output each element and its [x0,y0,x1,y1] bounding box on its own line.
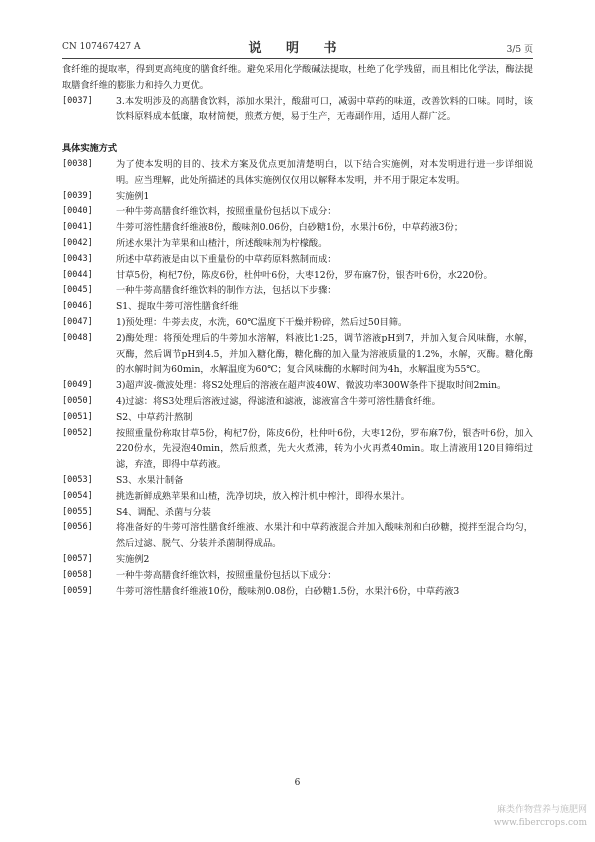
paragraph-number: [0054] [62,490,93,501]
paragraph [62,283,533,299]
paragraph-text: S2、中草药汁熬制 [116,411,193,423]
paragraph-number: [0056] [62,522,93,533]
paragraph-list [62,157,533,599]
paragraph-text: 1)预处理：牛蒡去皮，水洗，60℃温度下干燥并粉碎，然后过50目筛。 [116,316,408,328]
watermark-line-2: www.fibercrops.com [493,818,587,828]
paragraph-number: [0047] [62,316,93,327]
paragraph-text: 一种牛蒡高膳食纤维饮料的制作方法，包括以下步骤： [116,285,337,297]
paragraph [62,94,533,126]
paragraph-text: S1、提取牛蒡可溶性膳食纤维 [116,301,239,313]
paragraph [62,378,533,394]
paragraph-number: [0058] [62,569,93,580]
paragraph [62,520,533,552]
page-indicator: 3/5 页 [506,45,533,55]
header-divider [62,58,533,59]
paragraph [62,489,533,505]
paragraph [62,552,533,568]
paragraph [62,410,533,426]
lead-paragraph: 食纤维的提取率，得到更高纯度的膳食纤维。避免采用化学酸碱法提取，杜绝了化学残留，而且相比化学法，酶法提取膳食纤维的膨胀力和持久力更优。 [62,64,533,91]
watermark [494,804,587,830]
paragraph-text: 牛蒡可溶性膳食纤维液10份，酸味剂0.08份，白砂糖1.5份，水果汁6份，中草药液3 [116,585,460,597]
paragraph-text: 实施例1 [116,190,150,202]
paragraph [62,268,533,284]
paragraph-number: [0049] [62,380,93,391]
paragraph-text: 2)酶处理：将预处理后的牛蒡加水溶解，料液比1:25，调节溶液pH到7，并加入复合风味酶，水解，灭酶，然后调节pH到4.5，并加入糖化酶，糖化酶的加入量为溶液质量的1.2%，水解，灭酶。糖化酶的水解时间为60min，水解温度为60℃；复合风味酶的水解时间为4h，水解温度为55℃。 [116,332,533,376]
paragraph-text: 挑选新鲜成熟苹果和山楂，洗净切块，放入榨汁机中榨汁，即得水果汁。 [116,490,410,502]
paragraph-number: [0039] [62,190,93,201]
paragraph-number: [0048] [62,332,93,343]
paragraph [62,157,533,189]
paragraph-number: [0044] [62,269,93,280]
paragraph-number: [0051] [62,411,93,422]
document-title: 说 明 书 [248,41,347,56]
paragraph [62,299,533,315]
paragraph [62,204,533,220]
paragraph-text: 按照重量份称取甘草5份，枸杞7份，陈皮6份，杜仲叶6份，大枣12份，罗布麻7份，银杏叶6份，加入220份水，先浸泡40min，然后煎煮，先大火煮沸，转为小火再煮40min。取上清液用120目筛绢过滤，弃渣，即得中草药液。 [116,427,533,471]
paragraph-text: 一种牛蒡高膳食纤维饮料，按照重量份包括以下成分： [116,206,337,218]
paragraph-number: [0041] [62,222,93,233]
paragraph-text: 将准备好的牛蒡可溶性膳食纤维液、水果汁和中草药液混合并加入酸味剂和白砂糖，搅拌至混合均匀，然后过滤、脱气、分装并杀菌制得成品。 [116,522,533,550]
paragraph [62,252,533,268]
paragraph-number: [0038] [62,158,93,169]
document-body [62,62,533,599]
paragraph-number: [0040] [62,206,93,217]
paragraph-number: [0059] [62,585,93,596]
paragraph-number: [0037] [62,95,93,106]
paragraph [62,394,533,410]
paragraph [62,568,533,584]
paragraph-text: S3、水果汁制备 [116,474,184,486]
paragraph-text: 所述中草药液是由以下重量份的中草药原料熬制而成： [116,253,337,265]
watermark-line-1: 麻类作物营养与施肥网 [496,805,587,815]
paragraph-number: [0053] [62,474,93,485]
paragraph [62,220,533,236]
paragraph-text: 一种牛蒡高膳食纤维饮料，按照重量份包括以下成分： [116,569,337,581]
paragraph-text: 所述水果汁为苹果和山楂汁，所述酸味剂为柠檬酸。 [116,237,328,249]
page-number: 6 [294,778,301,788]
paragraph-text: 甘草5份，枸杞7份，陈皮6份，杜仲叶6份，大枣12份，罗布麻7份，银杏叶6份，水220份。 [116,269,493,281]
paragraph-number: [0050] [62,395,93,406]
paragraph [62,426,533,473]
paragraph [62,189,533,205]
paragraph-number: [0045] [62,285,93,296]
paragraph-text: 3)超声波-微波处理：将S2处理后的溶液在超声波40W、微波功率300W条件下提取时间2min。 [116,380,507,392]
paragraph [62,473,533,489]
paragraph [62,236,533,252]
paragraph-number: [0046] [62,301,93,312]
paragraph-number: [0042] [62,237,93,248]
paragraph [62,331,533,378]
paragraph-text: 实施例2 [116,553,150,565]
publication-number: CN 107467427 A [62,42,141,52]
paragraph-number: [0057] [62,553,93,564]
paragraph-text: 牛蒡可溶性膳食纤维液8份，酸味剂0.06份，白砂糖1份，水果汁6份，中草药液3份； [116,222,464,234]
paragraph-text: 为了使本发明的目的、技术方案及优点更加清楚明白，以下结合实施例，对本发明进行进一步详细说明。应当理解，此处所描述的具体实施例仅仅用以解释本发明，并不用于限定本发明。 [116,158,533,186]
paragraph-list-top [62,94,533,126]
paragraph-text: 3.本发明涉及的高膳食饮料，添加水果汁，酸甜可口，减弱中草药的味道，改善饮料的口味。同时，该饮料原料成本低廉，取材简便，煎煮方便，易于生产，无毒副作用，适用人群广泛。 [116,95,533,123]
paragraph-text: 4)过滤：将S3处理后溶液过滤，得滤渣和滤液，滤液富含牛蒡可溶性膳食纤维。 [116,395,441,407]
paragraph-text: S4、调配、杀菌与分装 [116,506,211,518]
section-heading: 具体实施方式 [62,143,118,155]
page-header [62,36,533,56]
paragraph [62,584,533,600]
paragraph [62,315,533,331]
paragraph-number: [0043] [62,253,93,264]
paragraph-number: [0052] [62,427,93,438]
paragraph [62,505,533,521]
paragraph-number: [0055] [62,506,93,517]
